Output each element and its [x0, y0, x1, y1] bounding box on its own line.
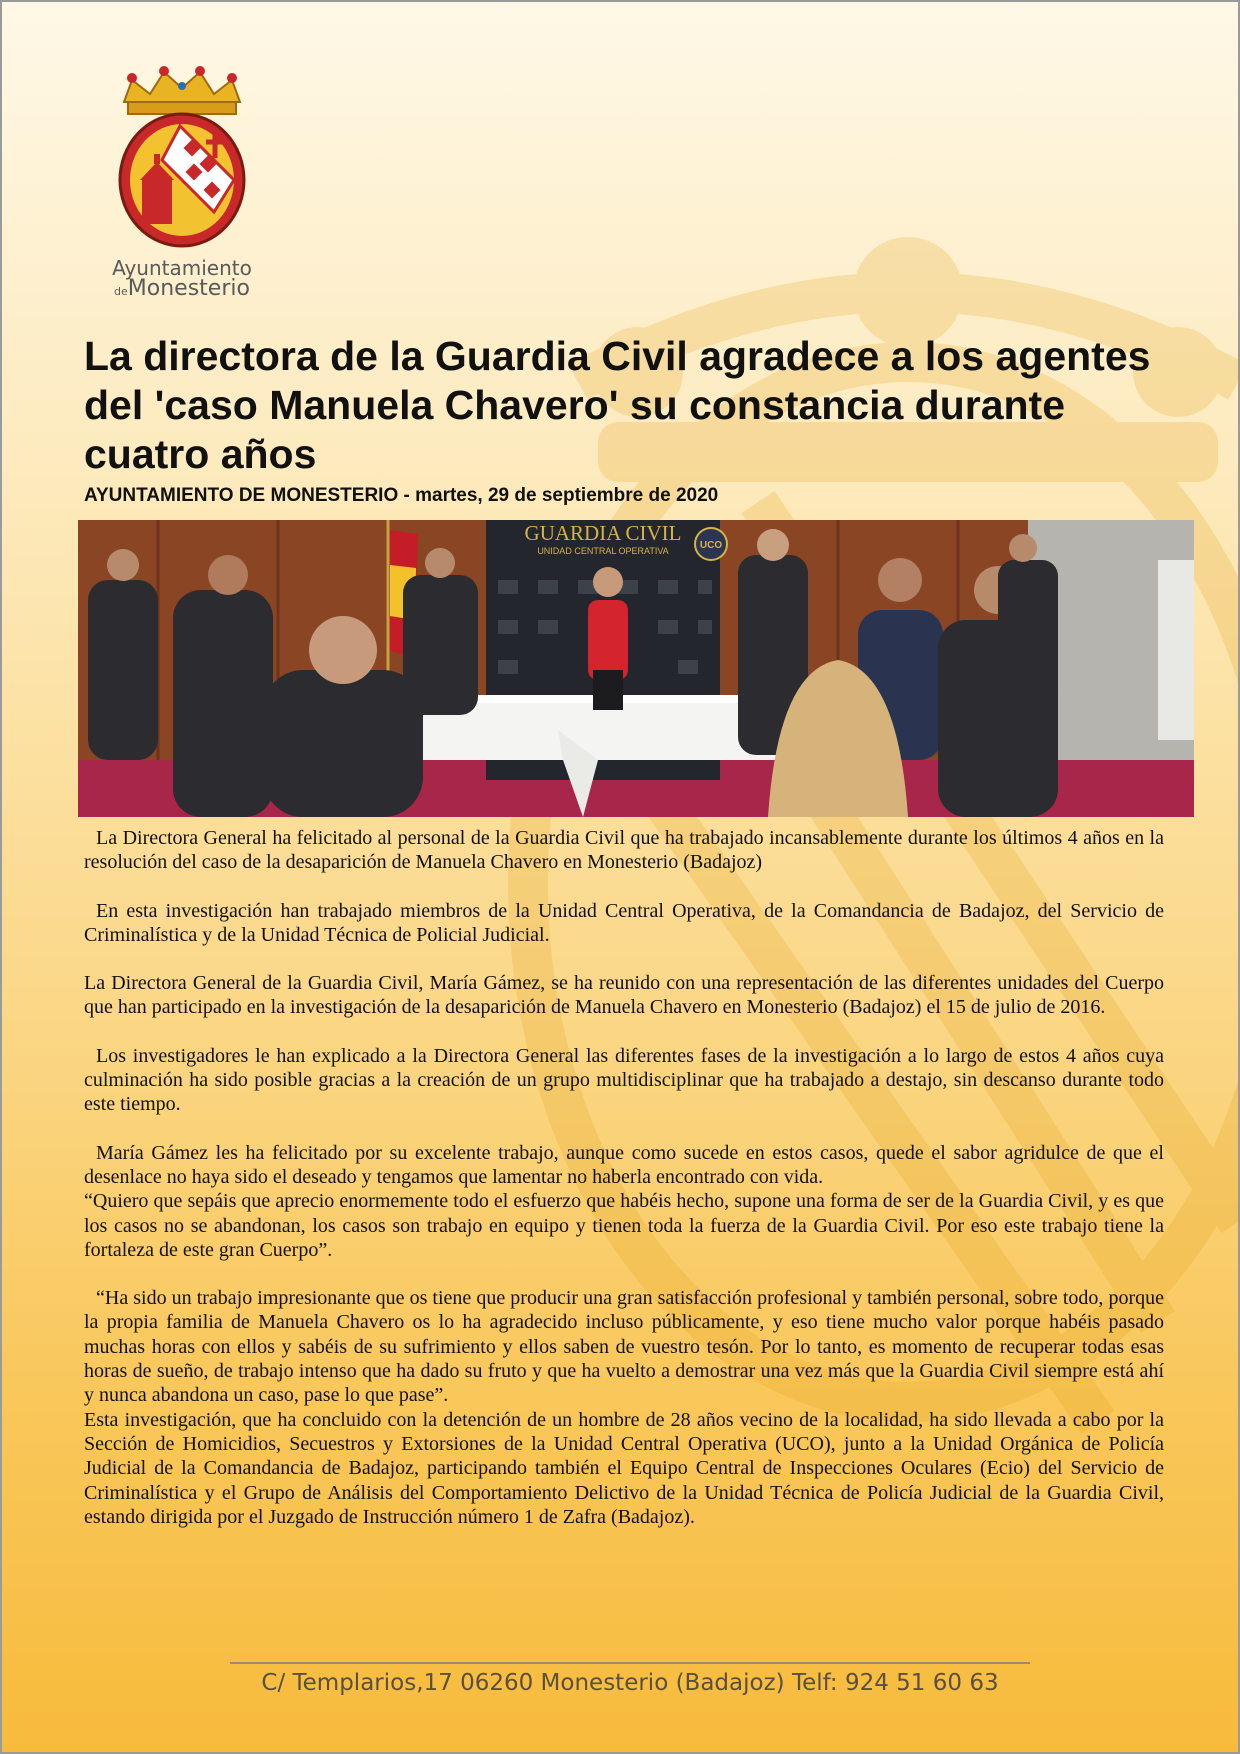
photo-banner-subtitle: UNIDAD CENTRAL OPERATIVA: [537, 546, 669, 556]
article-paragraph: “Ha sido un trabajo impresionante que os tiene que producir una gran satisfacción profesional y también personal, sobre todo, porque la propia familia de Manuela Chavero os lo ha agradecido incluso públicamente, y eso tiene mucho valor porque habéis pasado muchas horas con ellos y sabéis de su sufrimiento y ellos saben de vuestro tesón. Por lo tanto, es momento de recuperar todas esas horas de sueño, de trabajo intenso que ha dado su fruto y que ha vuelto a demostrar una vez más que la Guardia Civil siempre está ahí y nunca abandona un caso, pase lo que pase”.: [84, 1287, 1164, 1407]
article-paragraph: María Gámez les ha felicitado por su excelente trabajo, aunque como sucede en estos casos, quede el sabor agridulce de que el desenlace no haya sido el deseado y tengamos que lamentar no haberla encontrado con vida.: [84, 1141, 1164, 1188]
article-body: [84, 826, 1164, 1529]
footer-address: C/ Templarios,17 06260 Monesterio (Badajoz) Telf: 924 51 60 63: [261, 1670, 999, 1696]
article-paragraph: En esta investigación han trabajado miembros de la Unidad Central Operativa, de la Comandancia de Badajoz, del Servicio de Criminalística y de la Unidad Técnica de Policial Judicial.: [84, 899, 1164, 946]
article-byline: AYUNTAMIENTO DE MONESTERIO - martes, 29 de septiembre de 2020: [84, 485, 719, 506]
logo-caption-town: Monesterio: [127, 276, 250, 301]
article-paragraph: Los investigadores le han explicado a la Directora General las diferentes fases de la investigación a lo largo de estos 4 años cuya culminación ha sido posible gracias a la creación de un grupo multidisciplinar que ha trabajado a destajo, sin descanso durante todo este tiempo.: [84, 1044, 1164, 1116]
photo-banner-title: GUARDIA CIVIL: [524, 521, 682, 545]
footer-divider: [230, 1662, 1030, 1664]
article-paragraph: Esta investigación, que ha concluido con la detención de un hombre de 28 años vecino de la localidad, ha sido llevada a cabo por la Sección de Homicidios, Secuestros y Extorsiones de la Unidad Central Operativa (UCO), junto a la Unidad Orgánica de Policía Judicial de la Comandancia de Badajoz, participando también el Equipo Central de Inspecciones Oculares (Ecio) del Servicio de Criminalística y el Grupo de Análisis del Comportamiento Delictivo de la Unidad Técnica de Policía Judicial de la Guardia Civil, estando dirigida por el Juzgado de Instrucción número 1 de Zafra (Badajoz).: [84, 1408, 1164, 1528]
logo-caption: [102, 258, 262, 300]
article-paragraph: La Directora General ha felicitado al personal de la Guardia Civil que ha trabajado incansablemente durante los últimos 4 años en la resolución del caso de la desaparición de Manuela Chavero en Monesterio (Badajoz): [84, 827, 1164, 874]
article-paragraph: La Directora General de la Guardia Civil, María Gámez, se ha reunido con una representación de las diferentes unidades del Cuerpo que han participado en la investigación de la desaparición de Manuela Chavero en Monesterio (Badajoz) el 15 de julio de 2016.: [84, 972, 1164, 1019]
logo-caption-line1: Ayuntamiento: [112, 256, 252, 280]
photo-banner-badge: UCO: [699, 540, 723, 551]
article-paragraph: “Quiero que sepáis que aprecio enormemente todo el esfuerzo que habéis hecho, supone una forma de ser de la Guardia Civil, y es que los casos no se abandonan, los casos son trabajo en equipo y tienen toda la fuerza de la Guardia Civil. Por eso este trabajo tiene la fortaleza de este gran Cuerpo”.: [84, 1190, 1164, 1261]
article-photo: [78, 520, 1194, 817]
logo-caption-de: de: [114, 285, 128, 298]
article-headline: La directora de la Guardia Civil agradece a los agentes del 'caso Manuela Chavero' su constancia durante cuatro años: [84, 333, 1151, 477]
